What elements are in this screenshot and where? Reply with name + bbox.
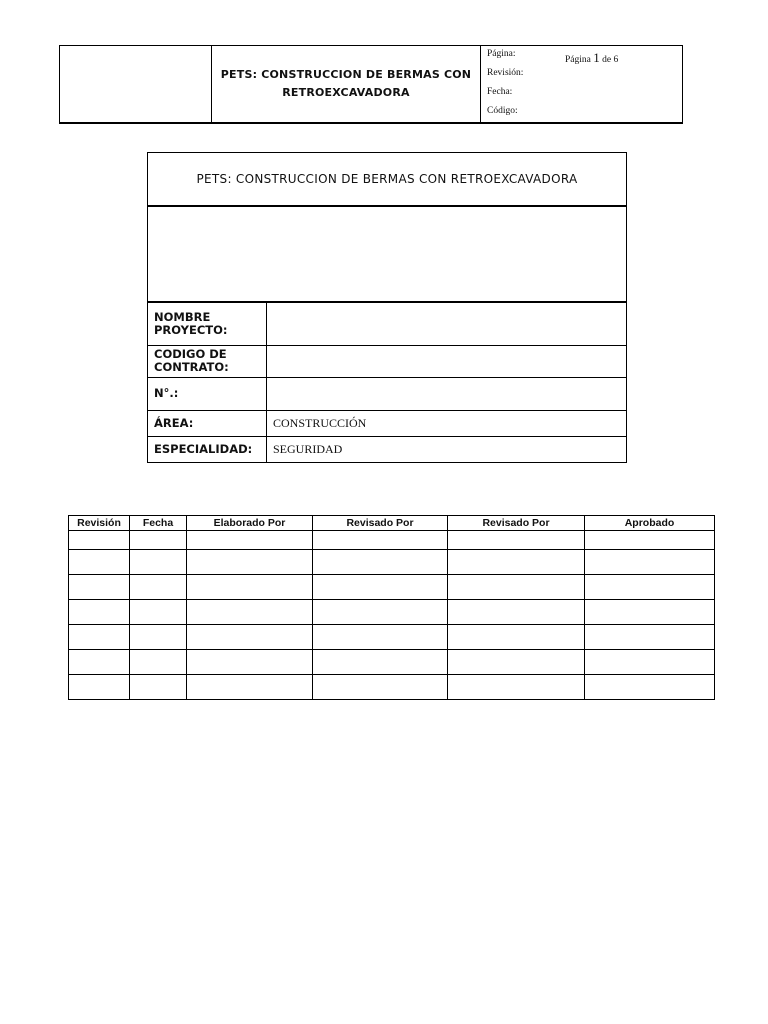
- table-row: [69, 531, 715, 550]
- page-number: [565, 50, 618, 66]
- table-cell: [448, 650, 585, 675]
- info-row: [148, 345, 626, 377]
- table-cell: [448, 575, 585, 600]
- table-cell: [313, 625, 448, 650]
- table-cell: [448, 600, 585, 625]
- table-cell: [585, 550, 715, 575]
- table-cell: [313, 550, 448, 575]
- page-suffix: de 6: [602, 55, 619, 65]
- table-row: [69, 600, 715, 625]
- meta-codigo-label: Código:: [487, 106, 518, 116]
- table-cell: [130, 675, 187, 700]
- info-value: CONSTRUCCIÓN: [267, 410, 627, 436]
- info-label: ÁREA:: [148, 410, 267, 436]
- info-label: NOMBRE PROYECTO:: [148, 303, 267, 345]
- table-cell: [187, 575, 313, 600]
- info-row: [148, 410, 626, 436]
- table-cell: [69, 650, 130, 675]
- table-cell: [130, 550, 187, 575]
- table-cell: [69, 625, 130, 650]
- table-cell: [130, 575, 187, 600]
- table-cell: [187, 531, 313, 550]
- header-title: PETS: CONSTRUCCION DE BERMAS CON RETROEXCAVADORA: [212, 46, 481, 124]
- table-cell: [448, 550, 585, 575]
- meta-pagina-label: Página:: [487, 49, 516, 59]
- info-value: [267, 345, 627, 377]
- table-row: [69, 650, 715, 675]
- info-label: N°.:: [148, 377, 267, 410]
- logo-placeholder: [60, 46, 212, 124]
- meta-revision-label: Revisión:: [487, 68, 524, 78]
- col-header-aprobado: Aprobado: [585, 516, 715, 531]
- table-cell: [69, 531, 130, 550]
- table-cell: [313, 531, 448, 550]
- meta-fecha-label: Fecha:: [487, 87, 513, 97]
- col-header-revisado-2: Revisado Por: [448, 516, 585, 531]
- table-cell: [313, 600, 448, 625]
- cover-blank-area: [148, 207, 626, 303]
- info-row: [148, 436, 626, 462]
- col-header-fecha: Fecha: [130, 516, 187, 531]
- table-cell: [585, 675, 715, 700]
- table-cell: [130, 650, 187, 675]
- info-value: SEGURIDAD: [267, 436, 627, 462]
- table-row: [69, 575, 715, 600]
- revision-header-row: [69, 516, 715, 531]
- revision-table: [68, 515, 715, 700]
- table-cell: [130, 625, 187, 650]
- table-cell: [130, 531, 187, 550]
- page-prefix: Página: [565, 55, 591, 65]
- table-cell: [130, 600, 187, 625]
- table-cell: [313, 675, 448, 700]
- table-cell: [313, 575, 448, 600]
- table-cell: [448, 531, 585, 550]
- table-cell: [585, 531, 715, 550]
- table-cell: [448, 625, 585, 650]
- table-cell: [187, 600, 313, 625]
- info-label: ESPECIALIDAD:: [148, 436, 267, 462]
- table-row: [69, 675, 715, 700]
- table-row: [69, 625, 715, 650]
- table-cell: [187, 650, 313, 675]
- table-cell: [585, 650, 715, 675]
- table-cell: [187, 625, 313, 650]
- table-cell: [69, 575, 130, 600]
- table-cell: [585, 600, 715, 625]
- info-row: [148, 303, 626, 345]
- col-header-revision: Revisión: [69, 516, 130, 531]
- header-meta: [481, 46, 683, 124]
- table-cell: [585, 575, 715, 600]
- table-cell: [585, 625, 715, 650]
- table-cell: [69, 675, 130, 700]
- info-value: [267, 303, 627, 345]
- table-cell: [187, 675, 313, 700]
- table-cell: [69, 600, 130, 625]
- cover-title: PETS: CONSTRUCCION DE BERMAS CON RETROEXCAVADORA: [148, 153, 626, 207]
- col-header-elaborado: Elaborado Por: [187, 516, 313, 531]
- page-current: 1: [593, 50, 600, 65]
- info-value: [267, 377, 627, 410]
- project-info-table: [148, 303, 626, 462]
- table-cell: [448, 675, 585, 700]
- table-cell: [69, 550, 130, 575]
- col-header-revisado: Revisado Por: [313, 516, 448, 531]
- table-cell: [313, 650, 448, 675]
- info-row: [148, 377, 626, 410]
- table-row: [69, 550, 715, 575]
- document-header: [59, 45, 683, 124]
- info-label: CODIGO DE CONTRATO:: [148, 345, 267, 377]
- cover-box: [147, 152, 627, 463]
- table-cell: [187, 550, 313, 575]
